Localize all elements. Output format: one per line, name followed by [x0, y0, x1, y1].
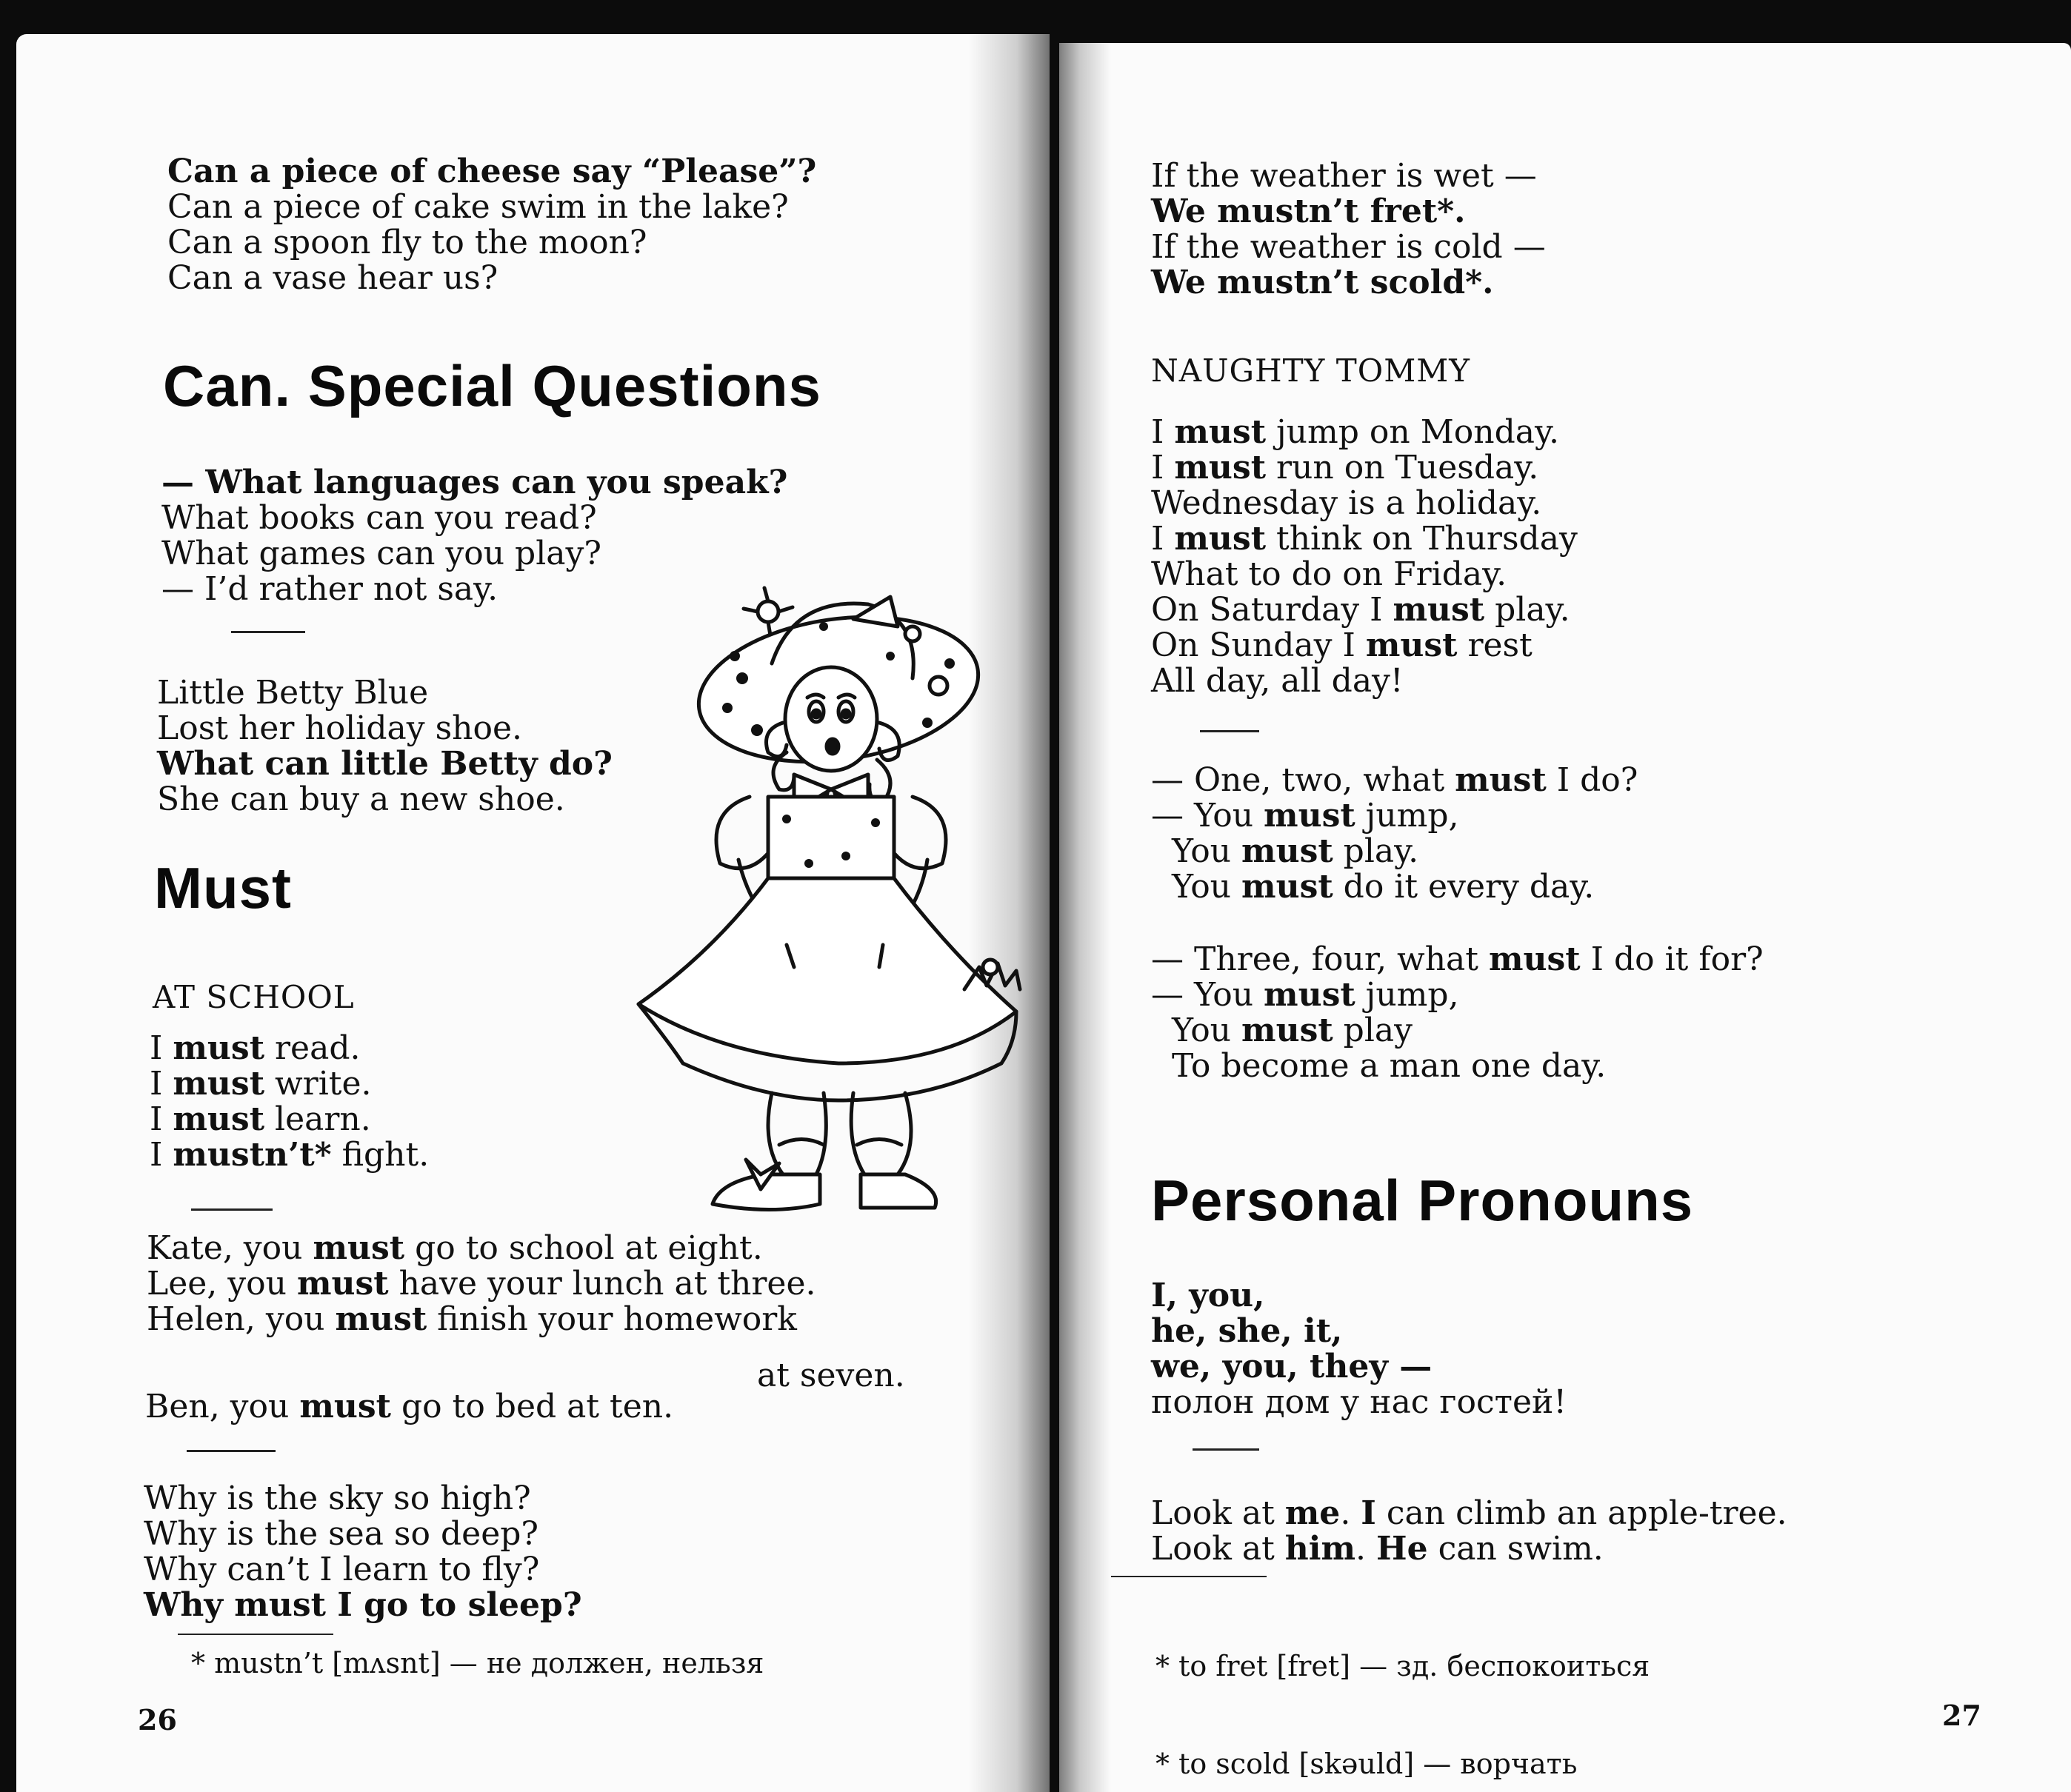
text: All day, all day! [1151, 662, 1404, 700]
text: You [1151, 1012, 1242, 1049]
text: She can buy a new shoe. [157, 780, 565, 818]
text: . [1340, 1494, 1361, 1532]
girl-in-hat-illustration [601, 552, 1046, 1219]
poem-line [1151, 798, 1638, 834]
text: I [150, 1029, 173, 1067]
heading-can-special-questions: Can. Special Questions [163, 353, 821, 418]
divider [1193, 1448, 1259, 1451]
kate-poem [147, 1231, 816, 1337]
poem-line [167, 190, 816, 225]
text: Lee, you [147, 1265, 297, 1303]
poem-line [1151, 230, 1546, 265]
poem-line [147, 1266, 816, 1302]
poem-line [1151, 1349, 1567, 1385]
poem-line [150, 1102, 429, 1137]
text: Lost her holiday shoe. [157, 709, 523, 747]
text: — Three, four, what [1151, 940, 1489, 978]
text: go to bed at ten. [391, 1388, 674, 1425]
bold-text: must [173, 1100, 265, 1138]
look-at-lines [1151, 1496, 1787, 1567]
text: полон дом у нас гостей! [1151, 1383, 1567, 1421]
poem-line [144, 1552, 582, 1588]
text: play. [1333, 832, 1419, 870]
text: I [150, 1136, 173, 1174]
poem-line [1151, 942, 1764, 977]
poem-line [1151, 158, 1546, 194]
bold-text: mustn’t* [173, 1136, 332, 1174]
poem-line [1151, 763, 1638, 798]
ben-line [145, 1389, 673, 1425]
kate-poem-continuation: at seven. [757, 1357, 905, 1394]
bold-text: must [173, 1065, 265, 1103]
poem-line [1151, 1496, 1787, 1531]
gutter-shadow [1059, 43, 1111, 1792]
bold-text: must [296, 1265, 389, 1303]
text: If the weather is wet — [1151, 157, 1537, 195]
bold-text: must [1365, 626, 1458, 664]
text: play [1333, 1012, 1413, 1049]
footnotes [1155, 1585, 1650, 1792]
poem-line [1151, 1013, 1764, 1049]
bold-text: must [313, 1229, 405, 1267]
poem-line [1151, 592, 1578, 628]
poem-line [167, 261, 816, 296]
poem-line [147, 1231, 816, 1266]
text: go to school at eight. [404, 1229, 763, 1267]
divider [187, 1450, 276, 1452]
poem-line [157, 675, 613, 711]
poem-line [157, 782, 613, 818]
text: fight. [331, 1136, 430, 1174]
poem-line [150, 1066, 429, 1102]
poem-line [1151, 1314, 1567, 1349]
poem-line [161, 501, 787, 536]
text: jump, [1355, 797, 1459, 835]
poem-line [144, 1481, 582, 1517]
bold-text: must [1241, 868, 1333, 906]
weather-poem [1151, 158, 1546, 301]
bold-text: must [1264, 797, 1355, 835]
text: Why can’t I learn to fly? [144, 1551, 540, 1588]
poem-line [1151, 663, 1578, 699]
bold-text: must [1488, 940, 1581, 978]
text: Why is the sky so high? [144, 1480, 531, 1517]
divider [1200, 730, 1259, 732]
poem-line [1151, 834, 1638, 869]
bold-text: I [1361, 1494, 1376, 1532]
at-school-poem [150, 1031, 429, 1173]
footnote-fret: * to fret [fret] — зд. беспокоиться [1155, 1650, 1650, 1682]
betty-blue-poem [157, 675, 613, 818]
naughty-tommy-poem [1151, 415, 1578, 699]
text: can swim. [1427, 1530, 1604, 1568]
bold-text: What can little Betty do? [157, 745, 613, 783]
poem-line [1151, 521, 1578, 557]
pronouns-poem [1151, 1278, 1567, 1420]
text: write. [264, 1065, 372, 1103]
poem-line [144, 1517, 582, 1552]
text: Why is the sea so deep? [144, 1515, 538, 1553]
poem-line [1151, 1049, 1764, 1084]
can-questions-poem [167, 154, 816, 296]
text: Helen, you [147, 1300, 336, 1338]
text: I do it for? [1580, 940, 1764, 978]
poem-line [157, 746, 613, 782]
poem-line [1151, 450, 1578, 486]
text: I [1151, 520, 1175, 558]
bold-text: him [1284, 1530, 1356, 1568]
text: You [1151, 868, 1242, 906]
bold-text: must [1241, 832, 1333, 870]
bold-text: He [1376, 1530, 1428, 1568]
poem-line [1151, 557, 1578, 592]
page-number: 26 [138, 1703, 177, 1736]
text: play. [1484, 591, 1570, 629]
bold-text: We mustn’t scold*. [1151, 264, 1494, 301]
poem-line [150, 1137, 429, 1173]
poem-line [167, 225, 816, 261]
text: Little Betty Blue [157, 674, 429, 712]
poem-line [147, 1302, 816, 1337]
right-page [1059, 43, 2071, 1792]
text: Look at [1151, 1530, 1285, 1568]
poem-line [1151, 194, 1546, 230]
naughty-tommy-title: NAUGHTY TOMMY [1151, 352, 1470, 389]
bold-text: must [173, 1029, 265, 1067]
page-number: 27 [1942, 1699, 1981, 1732]
text: I do? [1546, 761, 1638, 799]
poem-line [1151, 869, 1638, 905]
bold-text: must [1241, 1012, 1333, 1049]
poem-line [1151, 265, 1546, 301]
text: . [1355, 1530, 1376, 1568]
text: — One, two, what [1151, 761, 1455, 799]
text: I [1151, 413, 1175, 451]
bold-text: must [1174, 449, 1267, 487]
text: finish your homework [427, 1300, 797, 1338]
text: If the weather is cold — [1151, 228, 1546, 266]
bold-text: — What languages can you speak? [161, 464, 788, 501]
bold-text: he, she, it, [1151, 1312, 1343, 1350]
text: What to do on Friday. [1151, 555, 1507, 593]
poem-line [1151, 1531, 1787, 1567]
poem-line [1151, 486, 1578, 521]
poem-line [167, 154, 816, 190]
text: Ben, you [145, 1388, 300, 1425]
text: I [1151, 449, 1175, 487]
bold-text: must [1174, 413, 1267, 451]
heading-must: Must [154, 855, 292, 920]
text: On Saturday I [1151, 591, 1393, 629]
footnote-scold: * to scold [skəuld] — ворчать [1155, 1748, 1578, 1780]
bold-text: Why must I go to sleep? [144, 1586, 582, 1624]
left-page [16, 34, 1050, 1792]
text: I [150, 1100, 173, 1138]
poem-line [150, 1031, 429, 1066]
text: think on Thursday [1266, 520, 1578, 558]
bold-text: must [1174, 520, 1267, 558]
text: run on Tuesday. [1266, 449, 1539, 487]
poem-line [1151, 1278, 1567, 1314]
divider [191, 1208, 273, 1211]
poem-line [161, 465, 787, 501]
bold-text: Can a piece of cheese say “Please”? [167, 153, 817, 190]
text: have your lunch at three. [388, 1265, 816, 1303]
text: — You [1151, 976, 1264, 1014]
text: jump on Monday. [1266, 413, 1559, 451]
three-four-poem [1151, 942, 1764, 1084]
bold-text: must [1455, 761, 1547, 799]
bold-text: must [1393, 591, 1485, 629]
one-two-poem [1151, 763, 1638, 905]
text: What books can you read? [161, 499, 597, 537]
bold-text: we, you, they — [1151, 1348, 1433, 1385]
text: Can a piece of cake swim in the lake? [167, 188, 789, 226]
bold-text: We mustn’t fret*. [1151, 193, 1466, 230]
at-school-title: AT SCHOOL [153, 979, 355, 1015]
text: do it every day. [1333, 868, 1595, 906]
text: — I’d rather not say. [161, 570, 498, 608]
bold-text: must [335, 1300, 427, 1338]
divider [231, 631, 305, 633]
text: Look at [1151, 1494, 1285, 1532]
bold-text: me [1284, 1494, 1341, 1532]
poem-line [1151, 1385, 1567, 1420]
why-poem [144, 1481, 582, 1623]
text: — You [1151, 797, 1264, 835]
poem-line [1151, 977, 1764, 1013]
footnote-rule [1111, 1576, 1267, 1577]
text: jump, [1355, 976, 1459, 1014]
text: You [1151, 832, 1242, 870]
text: Can a vase hear us? [167, 259, 498, 297]
text: What games can you play? [161, 535, 601, 572]
text: Wednesday is a holiday. [1151, 484, 1542, 522]
poem-line [144, 1588, 582, 1623]
text: learn. [264, 1100, 371, 1138]
poem-line [157, 711, 613, 746]
text: read. [264, 1029, 361, 1067]
text: Can a spoon fly to the moon? [167, 224, 647, 261]
heading-personal-pronouns: Personal Pronouns [1151, 1168, 1694, 1233]
text: To become a man one day. [1151, 1047, 1607, 1085]
bold-text: must [1264, 976, 1355, 1014]
text: can climb an apple-tree. [1375, 1494, 1787, 1532]
text: On Sunday I [1151, 626, 1366, 664]
poem-line [1151, 415, 1578, 450]
footnote: * mustn’t [mʌsnt] — не должен, нельзя [191, 1647, 764, 1679]
text: rest [1457, 626, 1533, 664]
bold-text: must [299, 1388, 392, 1425]
bold-text: I, you, [1151, 1277, 1265, 1314]
text: Kate, you [147, 1229, 313, 1267]
text: I [150, 1065, 173, 1103]
footnote-rule [178, 1634, 333, 1635]
poem-line [1151, 628, 1578, 663]
